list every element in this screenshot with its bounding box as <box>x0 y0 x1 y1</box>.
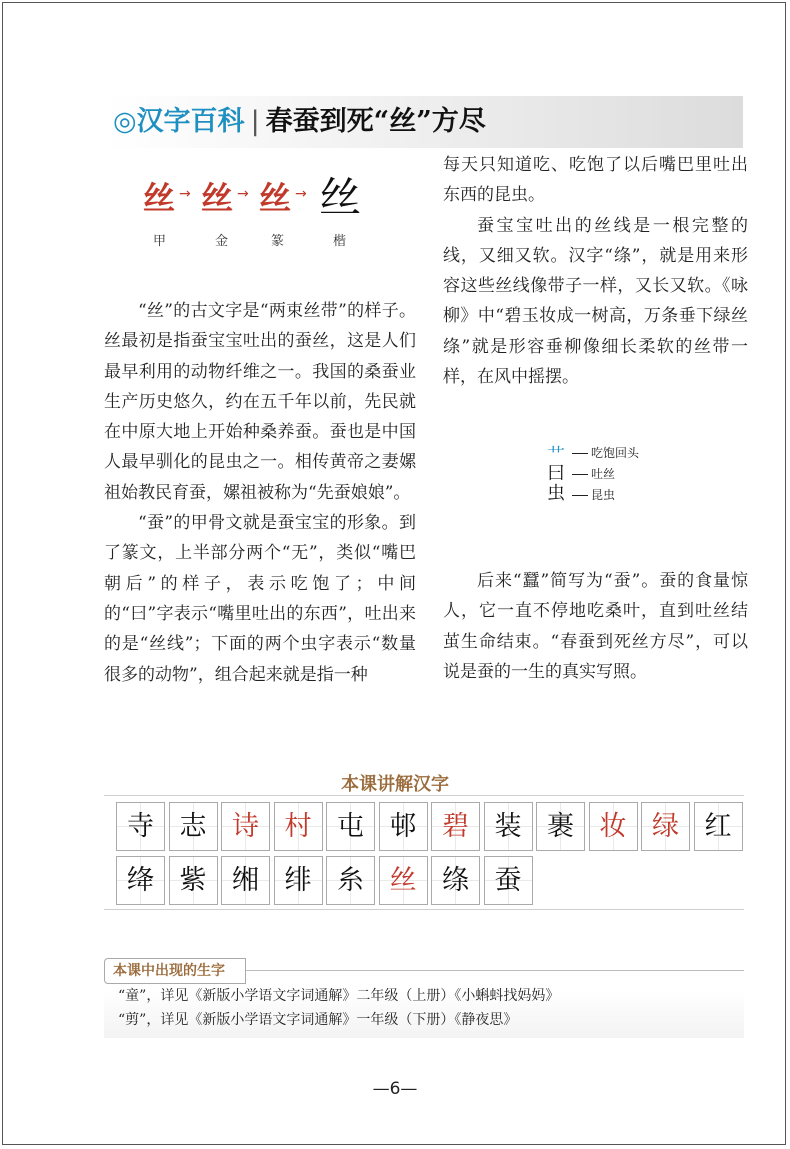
arrow-icon: → <box>237 186 249 202</box>
divider <box>104 795 744 796</box>
paragraph-silkworm-glyph: “蚕”的甲骨文就是蚕宝宝的形象。到了篆文，上半部分两个“无”，类似“嘴巴朝后”的样子，表示吃饱了；中间的“曰”字表示“嘴里吐出的东西”，吐出来的是“丝线”；下面的两个虫字表示“数量很多的动物”，组合起来就是指一种 <box>104 513 416 685</box>
glyph-top-part: 艹 <box>547 445 565 466</box>
new-char-ref[interactable]: “童”，详见《新版小学语文字词通解》二年级（上册）《小蝌蚪找妈妈》 <box>118 988 560 1004</box>
regular-script-glyph: 丝 <box>319 173 362 222</box>
caption-seal: 篆 <box>271 234 285 249</box>
pointer-line <box>572 453 588 454</box>
char-cell: 糸 <box>326 856 375 905</box>
char-cell: 裹 <box>536 802 585 851</box>
char-cell: 志 <box>169 802 218 851</box>
caption-bronze: 金 <box>215 234 229 249</box>
pointer-line <box>572 495 588 496</box>
char-cell: 绦 <box>431 856 480 905</box>
glyph-middle-part: 曰 <box>547 463 565 484</box>
title-icon: ◎ <box>113 106 137 137</box>
char-cell: 村 <box>274 802 323 851</box>
char-cell: 碧 <box>431 802 480 851</box>
new-chars-heading: 本课中出现的生字 <box>104 958 246 984</box>
char-cell: 紫 <box>169 856 218 905</box>
title-separator: | <box>250 106 260 137</box>
char-cell: 绯 <box>274 856 323 905</box>
paragraph-tao: 蚕宝宝吐出的丝线是一根完整的线，又细又软。汉字“绦”，就是用来形容这些丝线像带子一样，又长又软。《咏柳》中“碧玉妆成一树高，万条垂下绿丝绦”就是形容垂柳像细长柔软的丝带一样，在风中摇摆。 <box>443 215 748 388</box>
title-topic: 春蚕到死“丝”方尽 <box>265 106 486 137</box>
divider <box>104 909 744 910</box>
paragraph-closing: 后来“蠶”简写为“蚕”。蚕的食量惊人，它一直不停地吃桑叶，直到吐丝结茧生命结束。“春蚕到死丝方尽”，可以说是蚕的一生的真实写照。 <box>443 571 748 682</box>
bronze-glyph: 丝 <box>201 179 234 217</box>
char-cell: 屯 <box>326 802 375 851</box>
char-cell: 丝 <box>379 856 428 905</box>
char-cell: 诗 <box>221 802 270 851</box>
char-cell: 红 <box>694 802 743 851</box>
pointer-line <box>572 474 588 475</box>
arrow-icon: → <box>179 186 191 202</box>
label-insect: 昆虫 <box>591 488 616 502</box>
new-char-ref[interactable]: “剪”，详见《新版小学语文字词通解》一年级（下册）《静夜思》 <box>118 1012 518 1028</box>
page-number: —6— <box>372 1079 418 1099</box>
char-cell: 缃 <box>221 856 270 905</box>
left-column <box>104 296 416 690</box>
oracle-bone-glyph: 丝 <box>143 179 176 217</box>
right-column-bottom <box>443 566 748 687</box>
label-spit-silk: 吐丝 <box>591 467 616 481</box>
lesson-chars-heading: 本课讲解汉字 <box>341 774 449 795</box>
arrow-icon: → <box>295 186 307 202</box>
glyph-bottom-part: 虫 <box>547 483 565 504</box>
character-evolution <box>143 173 383 250</box>
paragraph-continuation: 每天只知道吃、吃饱了以后嘴巴里吐出东西的昆虫。 <box>443 155 748 206</box>
label-full-turn: 吃饱回头 <box>591 446 640 460</box>
caption-regular: 楷 <box>333 234 347 249</box>
seal-glyph: 丝 <box>259 179 292 217</box>
page-title <box>113 103 486 141</box>
silkworm-glyph-diagram <box>536 444 696 510</box>
title-category: 汉字百科 <box>136 106 245 137</box>
caption-oracle: 甲 <box>153 234 167 249</box>
char-cell: 绛 <box>116 856 165 905</box>
char-cell: 蚕 <box>484 856 533 905</box>
char-cell: 绿 <box>641 802 690 851</box>
char-cell: 邨 <box>379 802 428 851</box>
char-cell: 妆 <box>589 802 638 851</box>
char-cell: 装 <box>484 802 533 851</box>
char-cell: 寺 <box>116 802 165 851</box>
right-column-top <box>443 150 748 392</box>
paragraph-silk-origin: “丝”的古文字是“两束丝带”的样子。丝最初是指蚕宝宝吐出的蚕丝，这是人们最早利用的动物纤维之一。我国的桑蚕业生产历史悠久，约在五千年以前，先民就在中原大地上开始种桑养蚕。蚕也是中国人最早驯化的昆虫之一。相传黄帝之妻嫘祖始教民育蚕，嫘祖被称为“先蚕娘娘”。 <box>104 301 416 503</box>
